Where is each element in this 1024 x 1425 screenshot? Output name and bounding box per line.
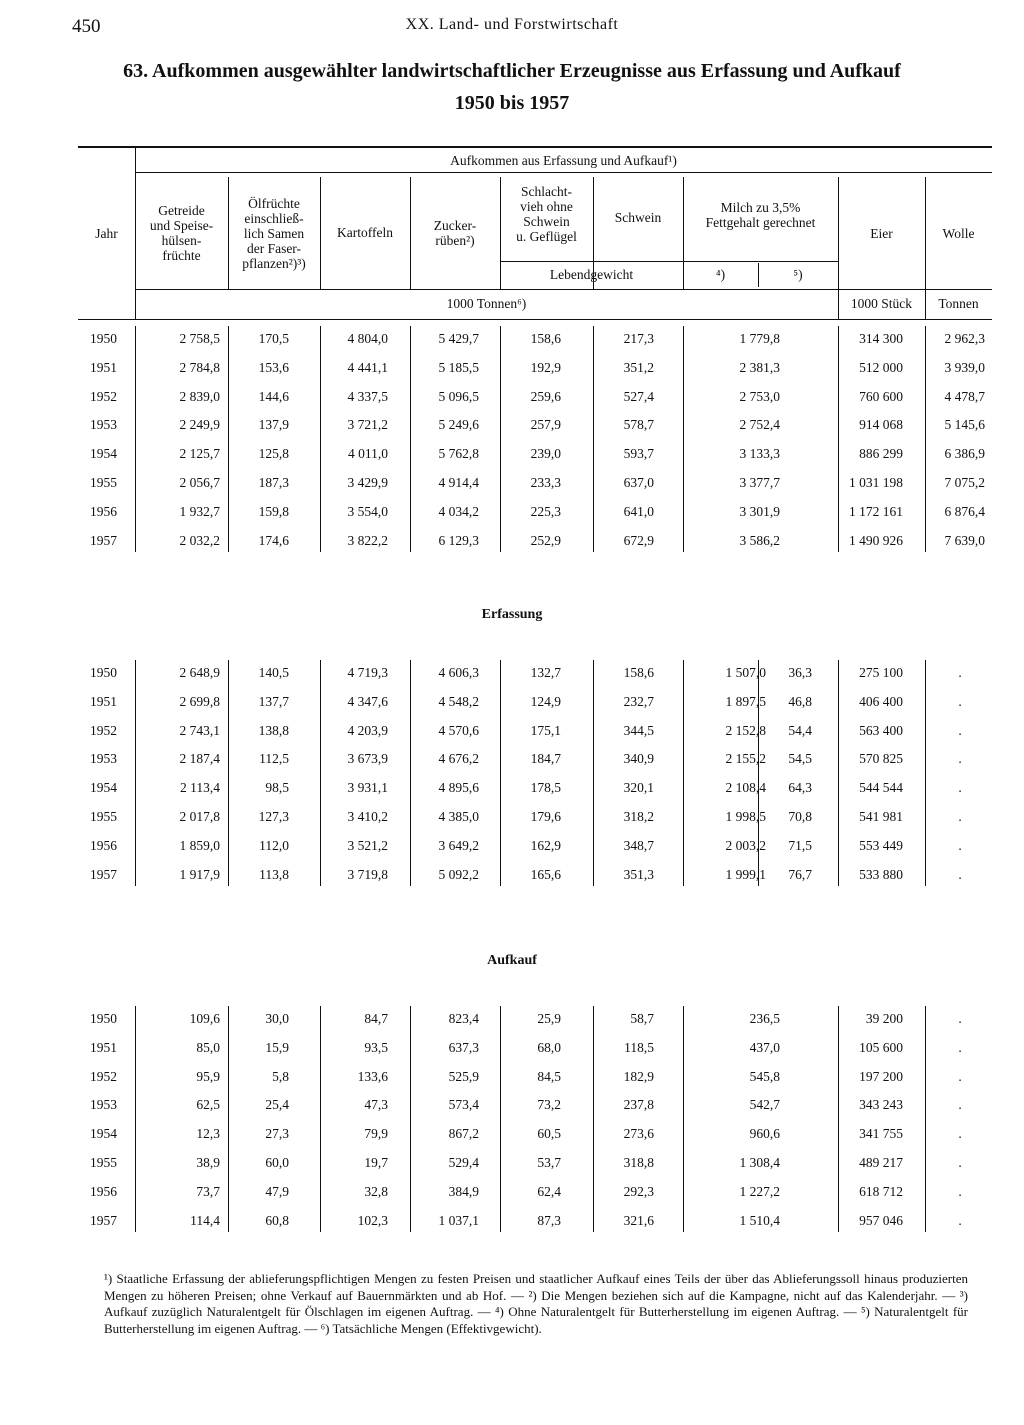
- cell-value: 112,5: [259, 751, 289, 767]
- cell-value: 1 172 161: [849, 503, 903, 519]
- cell-value: 114,4: [190, 1212, 220, 1228]
- cell-value: 348,7: [623, 837, 654, 853]
- cell-value: 6 386,9: [944, 446, 985, 462]
- cell-value: 184,7: [530, 751, 561, 767]
- cell-value: 2 743,1: [179, 722, 220, 738]
- cell-value: 2 784,8: [179, 359, 220, 375]
- cell-value: 529,4: [448, 1155, 479, 1170]
- rule-horizontal: [135, 172, 992, 173]
- row-year: 1955: [90, 475, 117, 490]
- cell-value: 19,7: [364, 1155, 388, 1170]
- cell-value: 2 003,2: [725, 837, 766, 853]
- header-fn4: ⁴): [715, 267, 726, 282]
- cell-value: 2 752,4: [739, 417, 780, 433]
- cell-value: 1 308,4: [739, 1155, 780, 1170]
- cell-value: 85,0: [196, 1039, 220, 1055]
- rule-horizontal: [135, 289, 992, 290]
- header-eier: Eier: [870, 226, 893, 241]
- rule-vertical: [683, 326, 684, 552]
- cell-value: 637,0: [623, 475, 654, 490]
- header-getreide: hülsen-: [161, 233, 202, 248]
- cell-value: 3 673,9: [347, 751, 388, 767]
- row-year: 1955: [90, 1155, 117, 1170]
- cell-value: 98,5: [265, 780, 289, 796]
- cell-value: 36,3: [788, 665, 812, 680]
- cell-value: .: [958, 1011, 962, 1026]
- cell-value: 4 548,2: [438, 693, 479, 709]
- cell-value: 162,9: [530, 837, 561, 853]
- cell-value: 2 113,4: [180, 780, 220, 796]
- cell-value: 125,8: [258, 446, 289, 462]
- cell-value: 527,4: [623, 388, 654, 404]
- header-lebendgewicht: Lebendgewicht: [549, 267, 634, 282]
- section-title-erfassung: Erfassung: [481, 607, 543, 622]
- header-getreide: und Speise-: [149, 218, 214, 233]
- header-oelfruechte: einschließ-: [244, 211, 304, 226]
- table-title: 63. Aufkommen ausgewählter landwirtschaftlicher Erzeugnisse aus Erfassung und Aufkauf: [123, 60, 901, 82]
- cell-value: 6 129,3: [438, 532, 479, 548]
- cell-value: 12,3: [196, 1126, 220, 1142]
- cell-value: 544 544: [859, 780, 903, 796]
- cell-value: 341 755: [859, 1126, 903, 1142]
- row-year: 1951: [90, 1039, 117, 1055]
- cell-value: .: [958, 780, 962, 796]
- cell-value: 137,9: [258, 417, 289, 433]
- unit-tonnen: Tonnen: [938, 296, 979, 311]
- page-number: 450: [72, 16, 101, 37]
- rule-vertical: [925, 1006, 926, 1232]
- section-title-aufkauf: Aufkauf: [487, 953, 537, 968]
- cell-value: 175,1: [530, 722, 561, 738]
- cell-value: 5,8: [272, 1068, 289, 1084]
- row-year: 1956: [90, 837, 117, 853]
- cell-value: 62,5: [196, 1097, 220, 1113]
- cell-value: 512 000: [859, 359, 903, 375]
- cell-value: 2 962,3: [944, 331, 985, 346]
- cell-value: 5 145,6: [944, 417, 985, 433]
- cell-value: 60,0: [265, 1155, 289, 1170]
- row-year: 1953: [90, 1097, 117, 1113]
- cell-value: 60,5: [537, 1126, 561, 1142]
- cell-value: 237,8: [623, 1097, 654, 1113]
- cell-value: 73,7: [196, 1183, 220, 1199]
- cell-value: 3 719,8: [347, 866, 388, 882]
- cell-value: 1 490 926: [849, 532, 903, 548]
- header-kartoffeln: Kartoffeln: [337, 225, 393, 240]
- cell-value: 3 939,0: [944, 359, 985, 375]
- row-year: 1957: [90, 1212, 117, 1228]
- header-milch: Milch zu 3,5%: [720, 200, 801, 215]
- cell-value: 2 125,7: [179, 446, 220, 462]
- cell-value: .: [958, 809, 962, 824]
- cell-value: 4 478,7: [944, 388, 985, 404]
- cell-value: 76,7: [788, 866, 812, 882]
- cell-value: 314 300: [859, 331, 903, 346]
- header-oelfruechte: der Faser-: [246, 241, 302, 256]
- cell-value: 179,6: [530, 809, 561, 824]
- cell-value: 53,7: [537, 1155, 561, 1170]
- cell-value: 2 758,5: [179, 331, 220, 346]
- cell-value: .: [958, 1183, 962, 1199]
- cell-value: 124,9: [530, 693, 561, 709]
- cell-value: 84,5: [537, 1068, 561, 1084]
- cell-value: 273,6: [623, 1126, 654, 1142]
- cell-value: 1 507,0: [725, 665, 766, 680]
- cell-value: .: [958, 1097, 962, 1113]
- rule-vertical: [925, 660, 926, 886]
- cell-value: 137,7: [258, 693, 289, 709]
- cell-value: 3 822,2: [347, 532, 388, 548]
- row-year: 1952: [90, 388, 117, 404]
- table-subtitle: 1950 bis 1957: [454, 92, 570, 114]
- cell-value: 4 914,4: [438, 475, 479, 490]
- rule-horizontal: [78, 146, 992, 148]
- header-schlachtvieh: u. Geflügel: [516, 229, 577, 244]
- cell-value: 62,4: [537, 1183, 561, 1199]
- cell-value: 174,6: [258, 532, 289, 548]
- cell-value: 3 301,9: [739, 503, 780, 519]
- cell-value: 2 056,7: [179, 475, 220, 490]
- cell-value: 192,9: [530, 359, 561, 375]
- cell-value: 1 510,4: [739, 1212, 780, 1228]
- cell-value: 112,0: [259, 837, 289, 853]
- header-oelfruechte: lich Samen: [243, 226, 305, 241]
- cell-value: .: [958, 693, 962, 709]
- cell-value: 637,3: [448, 1039, 479, 1055]
- cell-value: 118,5: [624, 1039, 654, 1055]
- cell-value: 3 133,3: [739, 446, 780, 462]
- cell-value: 4 034,2: [438, 503, 479, 519]
- cell-value: 4 385,0: [438, 809, 479, 824]
- cell-value: 4 441,1: [347, 359, 388, 375]
- header-jahr: Jahr: [95, 226, 118, 241]
- header-schlachtvieh: Schwein: [523, 214, 570, 229]
- cell-value: 2 187,4: [179, 751, 220, 767]
- row-year: 1952: [90, 722, 117, 738]
- cell-value: .: [958, 722, 962, 738]
- cell-value: 867,2: [448, 1126, 479, 1142]
- cell-value: 1 227,2: [739, 1183, 780, 1199]
- row-year: 1954: [90, 780, 117, 796]
- cell-value: 70,8: [788, 809, 812, 824]
- cell-value: 47,3: [364, 1097, 388, 1113]
- header-schwein: Schwein: [614, 210, 662, 225]
- header-oelfruechte: pflanzen²)³): [242, 256, 306, 271]
- row-year: 1956: [90, 503, 117, 519]
- cell-value: 2 648,9: [179, 665, 220, 680]
- cell-value: 15,9: [265, 1039, 289, 1055]
- cell-value: .: [958, 751, 962, 767]
- cell-value: 32,8: [364, 1183, 388, 1199]
- cell-value: 6 876,4: [944, 503, 985, 519]
- cell-value: 573,4: [448, 1097, 479, 1113]
- cell-value: 553 449: [859, 837, 903, 853]
- cell-value: 233,3: [530, 475, 561, 490]
- cell-value: 239,0: [530, 446, 561, 462]
- rule-horizontal: [500, 261, 838, 262]
- cell-value: 318,8: [623, 1155, 654, 1170]
- cell-value: 138,8: [258, 722, 289, 738]
- cell-value: 84,7: [364, 1011, 388, 1026]
- cell-value: 570 825: [859, 751, 903, 767]
- cell-value: 46,8: [788, 693, 812, 709]
- rule-horizontal: [78, 319, 992, 320]
- cell-value: 73,2: [537, 1097, 561, 1113]
- cell-value: 533 880: [859, 866, 903, 882]
- row-year: 1951: [90, 693, 117, 709]
- cell-value: 236,5: [749, 1011, 780, 1026]
- cell-value: 105 600: [859, 1039, 903, 1055]
- cell-value: 2 017,8: [179, 809, 220, 824]
- cell-value: 1 897,5: [725, 693, 766, 709]
- cell-value: 3 586,2: [739, 532, 780, 548]
- cell-value: 252,9: [530, 532, 561, 548]
- cell-value: 109,6: [189, 1011, 220, 1026]
- unit-1000-stueck: 1000 Stück: [850, 296, 913, 311]
- cell-value: 3 429,9: [347, 475, 388, 490]
- cell-value: 275 100: [859, 665, 903, 680]
- cell-value: .: [958, 837, 962, 853]
- cell-value: 4 203,9: [347, 722, 388, 738]
- cell-value: 2 381,3: [739, 359, 780, 375]
- cell-value: 58,7: [630, 1011, 654, 1026]
- cell-value: 318,2: [623, 809, 654, 824]
- cell-value: 27,3: [265, 1126, 289, 1142]
- cell-value: 4 347,6: [347, 693, 388, 709]
- cell-value: 4 570,6: [438, 722, 479, 738]
- cell-value: 5 096,5: [438, 388, 479, 404]
- cell-value: 344,5: [623, 722, 654, 738]
- cell-value: 351,3: [623, 866, 654, 882]
- cell-value: 1 932,7: [179, 503, 220, 519]
- cell-value: 641,0: [623, 503, 654, 519]
- cell-value: 321,6: [623, 1212, 654, 1228]
- cell-value: 197 200: [859, 1068, 903, 1084]
- group-header: Aufkommen aus Erfassung und Aufkauf¹): [450, 153, 677, 168]
- cell-value: 672,9: [623, 532, 654, 548]
- row-year: 1955: [90, 809, 117, 824]
- header-getreide: früchte: [162, 248, 201, 263]
- row-year: 1950: [90, 331, 117, 346]
- row-year: 1952: [90, 1068, 117, 1084]
- row-year: 1957: [90, 532, 117, 548]
- cell-value: 1 859,0: [179, 837, 220, 853]
- cell-value: 187,3: [258, 475, 289, 490]
- rule-vertical: [683, 1006, 684, 1232]
- cell-value: 93,5: [364, 1039, 388, 1055]
- cell-value: 5 249,6: [438, 417, 479, 433]
- row-year: 1957: [90, 866, 117, 882]
- cell-value: 133,6: [357, 1068, 388, 1084]
- cell-value: 437,0: [749, 1039, 780, 1055]
- cell-value: 64,3: [788, 780, 812, 796]
- cell-value: 47,9: [265, 1183, 289, 1199]
- cell-value: 1 031 198: [849, 475, 903, 490]
- cell-value: 3 554,0: [347, 503, 388, 519]
- cell-value: 578,7: [623, 417, 654, 433]
- cell-value: 4 719,3: [347, 665, 388, 680]
- cell-value: 144,6: [258, 388, 289, 404]
- cell-value: 320,1: [623, 780, 654, 796]
- cell-value: 158,6: [530, 331, 561, 346]
- cell-value: 542,7: [749, 1097, 780, 1113]
- cell-value: 4 337,5: [347, 388, 388, 404]
- cell-value: 30,0: [265, 1011, 289, 1026]
- cell-value: 1 999,1: [725, 866, 766, 882]
- cell-value: 886 299: [859, 446, 903, 462]
- cell-value: .: [958, 1126, 962, 1142]
- cell-value: 25,9: [537, 1011, 561, 1026]
- cell-value: 2 152,8: [725, 722, 766, 738]
- cell-value: .: [958, 1068, 962, 1084]
- unit-1000-tonnen: 1000 Tonnen⁶): [446, 296, 527, 311]
- cell-value: 2 108,4: [725, 780, 766, 796]
- cell-value: 79,9: [364, 1126, 388, 1142]
- cell-value: 4 606,3: [438, 665, 479, 680]
- cell-value: 140,5: [258, 665, 289, 680]
- cell-value: 3 377,7: [739, 475, 780, 490]
- cell-value: 3 649,2: [438, 837, 479, 853]
- cell-value: 25,4: [265, 1097, 289, 1113]
- header-milch: Fettgehalt gerechnet: [705, 215, 816, 230]
- cell-value: 217,3: [623, 331, 654, 346]
- header-zuckerrueben: rüben²): [435, 233, 475, 248]
- cell-value: 1 998,5: [725, 809, 766, 824]
- cell-value: 292,3: [623, 1183, 654, 1199]
- cell-value: 225,3: [530, 503, 561, 519]
- header-getreide: Getreide: [158, 203, 205, 218]
- cell-value: 343 243: [859, 1097, 903, 1113]
- cell-value: 489 217: [859, 1155, 903, 1170]
- cell-value: 3 931,1: [347, 780, 388, 796]
- header-fn5: ⁵): [793, 267, 803, 282]
- cell-value: 545,8: [749, 1068, 780, 1084]
- cell-value: 165,6: [530, 866, 561, 882]
- cell-value: 4 895,6: [438, 780, 479, 796]
- cell-value: 2 699,8: [179, 693, 220, 709]
- cell-value: 3 410,2: [347, 809, 388, 824]
- cell-value: 54,4: [788, 722, 812, 738]
- cell-value: 60,8: [265, 1212, 289, 1228]
- cell-value: 2 032,2: [179, 532, 220, 548]
- cell-value: 5 092,2: [438, 866, 479, 882]
- cell-value: 95,9: [196, 1068, 220, 1084]
- row-year: 1950: [90, 1011, 117, 1026]
- cell-value: 178,5: [530, 780, 561, 796]
- cell-value: 914 068: [859, 417, 903, 433]
- cell-value: 823,4: [448, 1011, 479, 1026]
- cell-value: 2 155,2: [725, 751, 766, 767]
- cell-value: .: [958, 1155, 962, 1170]
- cell-value: 259,6: [530, 388, 561, 404]
- cell-value: 3 521,2: [347, 837, 388, 853]
- cell-value: 1 037,1: [438, 1212, 479, 1228]
- cell-value: 1 917,9: [179, 866, 220, 882]
- cell-value: 232,7: [623, 693, 654, 709]
- row-year: 1953: [90, 417, 117, 433]
- cell-value: 87,3: [537, 1212, 561, 1228]
- cell-value: 38,9: [196, 1155, 220, 1170]
- cell-value: 170,5: [258, 331, 289, 346]
- cell-value: 384,9: [448, 1183, 479, 1199]
- header-oelfruechte: Ölfrüchte: [248, 196, 300, 211]
- cell-value: 5 762,8: [438, 446, 479, 462]
- cell-value: 340,9: [623, 751, 654, 767]
- cell-value: 2 249,9: [179, 417, 220, 433]
- cell-value: 127,3: [258, 809, 289, 824]
- cell-value: 132,7: [530, 665, 561, 680]
- cell-value: 4 804,0: [347, 331, 388, 346]
- header-schlachtvieh: Schlacht-: [521, 184, 572, 199]
- row-year: 1954: [90, 1126, 117, 1142]
- cell-value: 182,9: [623, 1068, 654, 1084]
- cell-value: 525,9: [448, 1068, 479, 1084]
- cell-value: 351,2: [623, 359, 654, 375]
- cell-value: 760 600: [859, 388, 903, 404]
- header-schlachtvieh: vieh ohne: [520, 199, 573, 214]
- cell-value: .: [958, 665, 962, 680]
- cell-value: 2 753,0: [739, 388, 780, 404]
- cell-value: 102,3: [357, 1212, 388, 1228]
- cell-value: 68,0: [537, 1039, 561, 1055]
- cell-value: .: [958, 1212, 962, 1228]
- cell-value: 2 839,0: [179, 388, 220, 404]
- cell-value: 541 981: [859, 809, 903, 824]
- cell-value: 158,6: [623, 665, 654, 680]
- cell-value: 563 400: [859, 722, 903, 738]
- row-year: 1954: [90, 446, 117, 462]
- footnotes: ¹) Staatliche Erfassung der ablieferungspflichtigen Mengen zu festen Preisen und staatlicher Aufkauf eines Teils der über das Ablieferungssoll hinaus produzierten Mengen zu höheren Preisen; ohne Verkauf auf Bauernmärkten und ab Hof. — ²) Die Mengen beziehen sich auf die Kampagne, nicht auf das Kalenderjahr. — ³) Aufkauf zuzüglich Naturalentgelt für Ölschlagen im eigenen Auftrag. — ⁴) Ohne Naturalentgelt für Butterherstellung im eigenen Auftrag. — ⁵) Naturalentgelt für Butterherstellung im eigenen Auftrag. — ⁶) Tatsächliche Mengen (Effektivgewicht).: [104, 1271, 968, 1336]
- cell-value: 7 639,0: [944, 532, 985, 548]
- running-head: XX. Land- und Forstwirtschaft: [405, 16, 619, 33]
- cell-value: .: [958, 866, 962, 882]
- cell-value: 153,6: [258, 359, 289, 375]
- cell-value: 5 185,5: [438, 359, 479, 375]
- cell-value: 406 400: [859, 693, 903, 709]
- row-year: 1956: [90, 1183, 117, 1199]
- row-year: 1953: [90, 751, 117, 767]
- cell-value: 593,7: [623, 446, 654, 462]
- cell-value: 7 075,2: [944, 475, 985, 490]
- cell-value: 5 429,7: [438, 331, 479, 346]
- header-zuckerrueben: Zucker-: [433, 218, 477, 233]
- cell-value: 159,8: [258, 503, 289, 519]
- cell-value: 4 011,0: [348, 446, 388, 462]
- cell-value: 257,9: [530, 417, 561, 433]
- cell-value: 960,6: [749, 1126, 780, 1142]
- cell-value: 4 676,2: [438, 751, 479, 767]
- cell-value: 957 046: [859, 1212, 903, 1228]
- cell-value: 1 779,8: [739, 331, 780, 346]
- cell-value: .: [958, 1039, 962, 1055]
- cell-value: 3 721,2: [347, 417, 388, 433]
- cell-value: 71,5: [788, 837, 812, 853]
- cell-value: 39 200: [865, 1011, 903, 1026]
- row-year: 1950: [90, 665, 117, 680]
- cell-value: 113,8: [259, 866, 289, 882]
- cell-value: 618 712: [859, 1183, 903, 1199]
- cell-value: 54,5: [788, 751, 812, 767]
- header-wolle: Wolle: [942, 226, 975, 241]
- row-year: 1951: [90, 359, 117, 375]
